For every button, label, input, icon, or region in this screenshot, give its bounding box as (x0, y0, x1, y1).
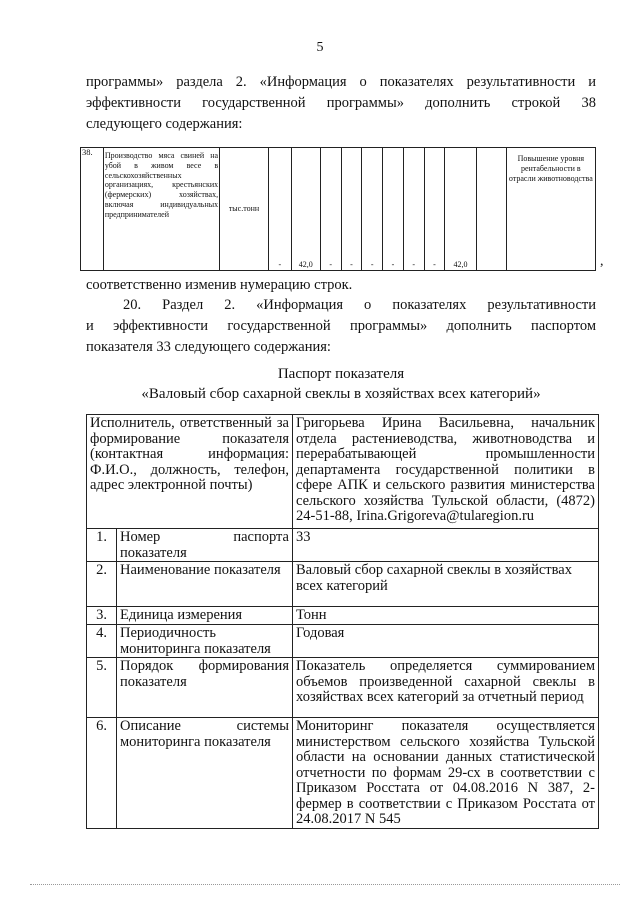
passport-row-value: 33 (293, 529, 599, 562)
indicator-value: - (268, 148, 291, 271)
passport-row-number: 4. (87, 625, 117, 658)
intro-line-2: эффективности государственной программы» дополнить строкой 38 (86, 95, 596, 111)
intro-line-3: следующего содержания: (86, 116, 243, 132)
passport-row-number: 3. (87, 607, 117, 625)
executor-value: Григорьева Ирина Васильевна, начальник отдела растениеводства, животноводства и перерабатывающей промышленности департамента государственной политики в сфере АПК и сельского развития министерства сельского хозяйства Тульской области, (4872) 24-51-88, Irina.Grigoreva@tularegion.ru (293, 415, 599, 529)
indicator-value: - (424, 148, 445, 271)
indicator-number: 38. (81, 148, 104, 271)
passport-row-number: 1. (87, 529, 117, 562)
page-number: 5 (316, 40, 324, 55)
passport-executor-row (87, 415, 599, 529)
indicator-table (80, 147, 596, 271)
passport-row (87, 718, 599, 829)
trailing-comma: , (600, 254, 604, 269)
item20-line-2: и эффективности государственной программы» дополнить паспортом (86, 318, 596, 334)
passport-row-label: Номер паспорта показателя (117, 529, 293, 562)
item20-line-3: показателя 33 следующего содержания: (86, 339, 331, 355)
after-table-text: соответственно изменив нумерацию строк. (86, 277, 353, 293)
passport-row-number: 2. (87, 562, 117, 607)
passport-row-label: Единица измерения (117, 607, 293, 625)
passport-row-value: Годовая (293, 625, 599, 658)
passport-row-number: 6. (87, 718, 117, 829)
indicator-value: - (362, 148, 383, 271)
footer-dotted-line (30, 884, 620, 885)
intro-line-1: программы» раздела 2. «Информация о показателях результативности и (86, 74, 596, 90)
passport-subtitle: «Валовый сбор сахарной свеклы в хозяйствах всех категорий» (141, 386, 541, 402)
passport-row-value: Мониторинг показателя осуществляется министерством сельского хозяйства Тульской области на основании данных статистической отчетности по формам 29-сх в соответствии с Приказом Росстата от 04.08.2016 N 387, 2-фермер в соответствии с Приказом Росстата от 24.08.2017 N 545 (293, 718, 599, 829)
indicator-value: 42,0 (291, 148, 320, 271)
indicator-value: 42,0 (445, 148, 476, 271)
passport-row-value: Тонн (293, 607, 599, 625)
indicator-empty-cell (476, 148, 506, 271)
passport-row (87, 625, 599, 658)
passport-row (87, 607, 599, 625)
indicator-name: Производство мяса свиней на убой в живом весе в сельскохозяйственных организациях, крестьянских (фермерских) хозяйствах, включая индивидуальных предпринимателей (103, 148, 219, 271)
passport-row-number: 5. (87, 658, 117, 718)
indicator-value: - (403, 148, 424, 271)
passport-title: Паспорт показателя (277, 366, 405, 382)
indicator-unit: тыс.тонн (220, 148, 269, 271)
passport-row-value: Валовый сбор сахарной свеклы в хозяйствах всех категорий (293, 562, 599, 607)
indicator-value: - (320, 148, 341, 271)
passport-row-label: Периодичность мониторинга показателя (117, 625, 293, 658)
passport-row (87, 658, 599, 718)
passport-row (87, 562, 599, 607)
passport-table (86, 414, 599, 829)
executor-label: Исполнитель, ответственный за формирование показателя (контактная информация: Ф.И.О., должность, телефон, адрес электронной почты) (87, 415, 293, 529)
item20-line-1: 20. Раздел 2. «Информация о показателях результативности (123, 297, 596, 313)
indicator-value: - (383, 148, 404, 271)
indicator-value: - (341, 148, 362, 271)
passport-row-label: Описание системы мониторинга показателя (117, 718, 293, 829)
passport-row-label: Наименование показателя (117, 562, 293, 607)
indicator-row-38 (81, 148, 596, 271)
passport-row (87, 529, 599, 562)
passport-row-label: Порядок формирования показателя (117, 658, 293, 718)
indicator-note: Повышение уровня рентабельности в отрасли животноводства (506, 148, 595, 271)
passport-row-value: Показатель определяется суммированием объемов произведенной сахарной свеклы в хозяйствах всех категорий за отчетный период (293, 658, 599, 718)
